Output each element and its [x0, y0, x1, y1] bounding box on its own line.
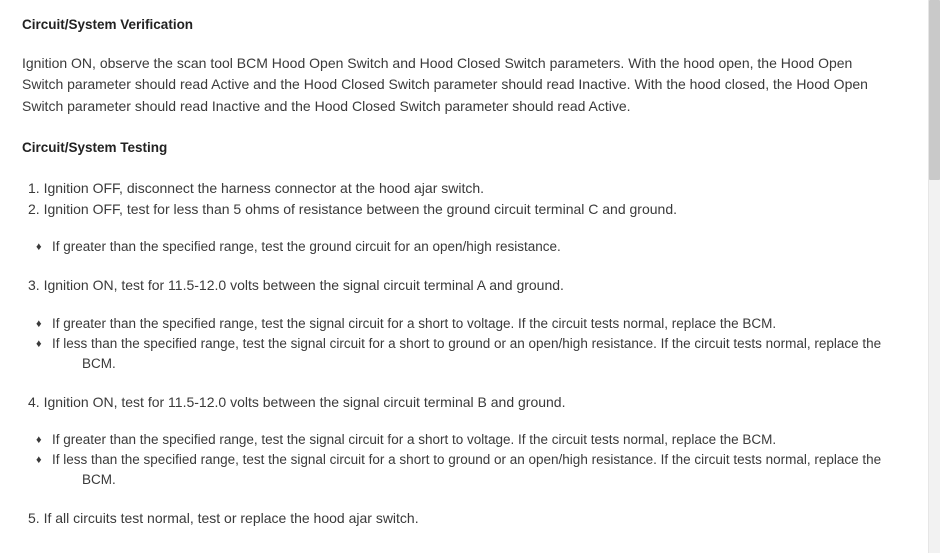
bullet-text: If greater than the specified range, test the ground circuit for an open/high resistance.	[52, 239, 561, 255]
diamond-bullet-icon: ♦	[36, 434, 42, 447]
verification-paragraph: Ignition ON, observe the scan tool BCM Hood Open Switch and Hood Closed Switch parameters. With the hood open, the Hood Open Switch parameter should read Active and the Hood Closed Switch parameter should read Inactive. With the hood closed, the Hood Open Switch parameter should read Inactive and the Hood Closed Switch parameter should read Active.	[22, 54, 868, 114]
bullet-item	[22, 314, 918, 334]
bullet-text: If less than the specified range, test the signal circuit for a short to ground or an open/high resistance. If the circuit tests normal, replace the BCM.	[52, 452, 882, 488]
testing-steps-list	[22, 158, 918, 529]
bullet-text: If greater than the specified range, test the signal circuit for a short to voltage. If the circuit tests normal, replace the BCM.	[52, 315, 777, 331]
scrollbar-thumb[interactable]	[929, 0, 940, 180]
diamond-bullet-icon: ♦	[36, 317, 42, 330]
bullet-text: If greater than the specified range, test the signal circuit for a short to voltage. If the circuit tests normal, replace the BCM.	[52, 432, 777, 448]
bullet-text: If less than the specified range, test the signal circuit for a short to ground or an open/high resistance. If the circuit tests normal, replace the BCM.	[52, 335, 882, 371]
circuit-system-testing-heading: Circuit/System Testing	[22, 140, 168, 156]
step-item: 5. If all circuits test normal, test or replace the hood ajar switch.	[28, 510, 419, 527]
step-item: 2. Ignition OFF, test for less than 5 ohms of resistance between the ground circuit terminal C and ground.	[28, 200, 678, 217]
diamond-bullet-icon: ♦	[36, 241, 42, 254]
step-item: 3. Ignition ON, test for 11.5-12.0 volts between the signal circuit terminal A and ground.	[28, 277, 564, 294]
circuit-system-verification-heading: Circuit/System Verification	[22, 17, 194, 32]
step-item: 1. Ignition OFF, disconnect the harness connector at the hood ajar switch.	[28, 180, 485, 197]
step-2-bullets	[22, 219, 918, 257]
bullet-item: ♦ If less than the specified range, test the signal circuit for a short to ground or an open/high resistance. If the circuit tests normal, replace the BCM.	[36, 335, 882, 371]
step-4-bullets	[22, 412, 918, 490]
bullet-item	[22, 430, 918, 450]
vertical-scrollbar[interactable]	[928, 0, 940, 553]
step-3-bullets	[22, 296, 918, 374]
step-item: 4. Ignition ON, test for 11.5-12.0 volts between the signal circuit terminal B and ground.	[28, 393, 566, 410]
bullet-item	[22, 237, 918, 257]
bullet-item: ♦ If less than the specified range, test the signal circuit for a short to ground or an open/high resistance. If the circuit tests normal, replace the BCM.	[36, 452, 882, 488]
